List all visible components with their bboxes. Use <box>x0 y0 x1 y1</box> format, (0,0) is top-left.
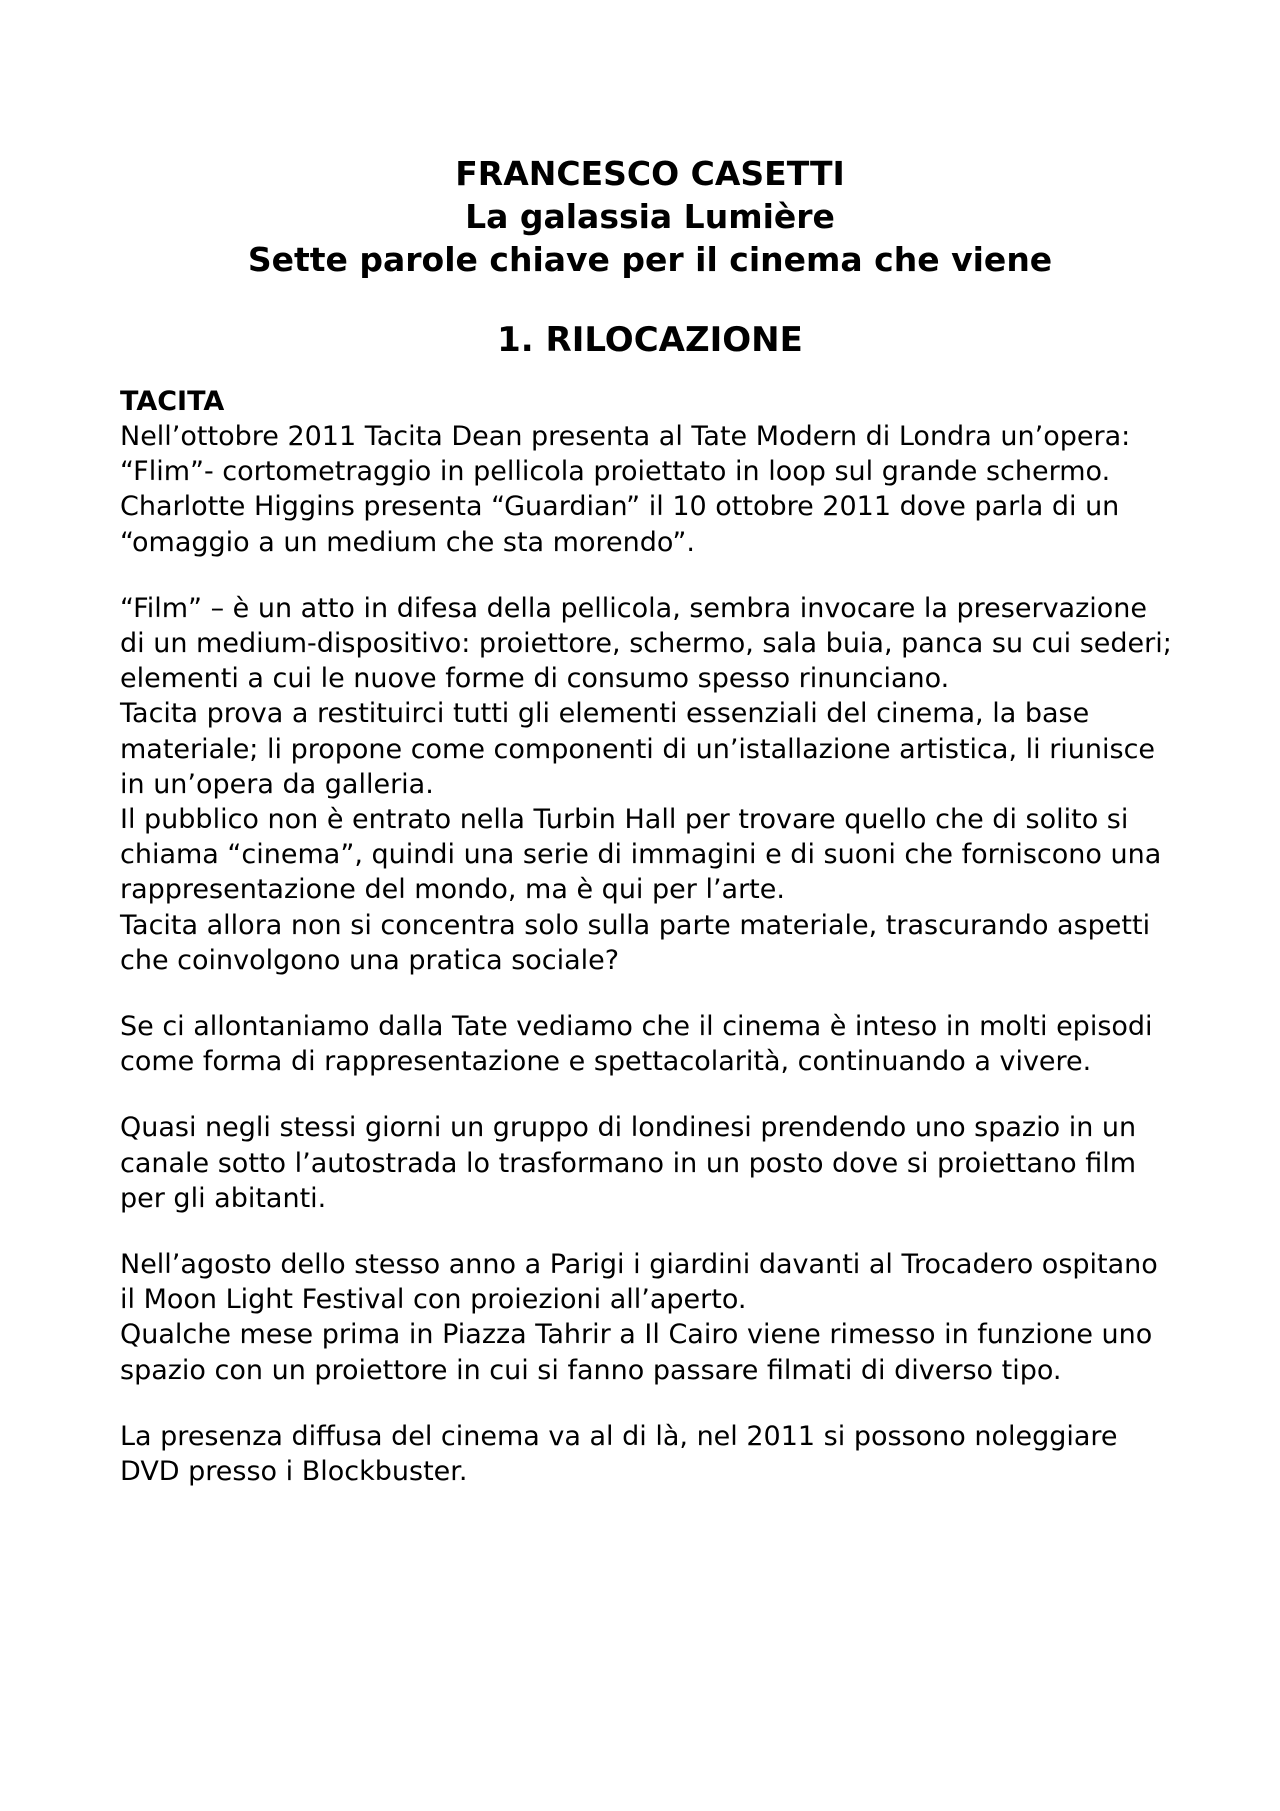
paragraph <box>120 1247 1180 1388</box>
paragraph-line: Tacita prova a restituirci tutti gli elementi essenziali del cinema, la base materiale; li propone come componenti di un’istallazione artistica, li riunisce in un’opera da galleria. <box>120 698 1156 800</box>
paragraph <box>120 591 1180 978</box>
paragraph-line: Se ci allontaniamo dalla Tate vediamo che il cinema è inteso in molti episodi come forma di rappresentazione e spettacolarità, continuando a vivere. <box>120 1011 1153 1078</box>
paragraph-line: Charlotte Higgins presenta “Guardian” il 10 ottobre 2011 dove parla di un “omaggio a un medium che sta morendo”. <box>120 491 1120 558</box>
section-body <box>120 384 1180 1489</box>
paragraph-line: Qualche mese prima in Piazza Tahrir a Il Cairo viene rimesso in funzione uno spazio con un proiettore in cui si fanno passare filmati di diverso tipo. <box>120 1319 1153 1386</box>
paragraph-line: La presenza diffusa del cinema va al di là, nel 2011 si possono noleggiare DVD presso i Blockbuster. <box>120 1420 1118 1488</box>
paragraph <box>120 1110 1180 1216</box>
paragraph-line: Il pubblico non è entrato nella Turbin Hall per trovare quello che di solito si chiama “cinema”, quindi una serie di immagini e di suoni che forniscono una rappresentazione del mondo, ma è qui per l’arte. <box>120 804 1162 906</box>
book-title: La galassia Lumière <box>465 197 835 236</box>
section-title: TACITA <box>120 386 225 417</box>
book-subtitle: Sette parole chiave per il cinema che viene <box>247 240 1053 279</box>
author-name: FRANCESCO CASETTI <box>455 154 845 193</box>
paragraph-line: Nell’ottobre 2011 Tacita Dean presenta al Tate Modern di Londra un’opera: “Flim”- cortometraggio in pellicola proiettato in loop sul grande schermo. <box>120 421 1131 488</box>
paragraph-line: Quasi negli stessi giorni un gruppo di londinesi prendendo uno spazio in un canale sotto l’autostrada lo trasformano in un posto dove si proiettano film per gli abitanti. <box>120 1112 1137 1214</box>
paragraph-line: “Film” – è un atto in difesa della pellicola, sembra invocare la preservazione di un medium-dispositivo: proiettore, schermo, sala buia, panca su cui sederi; elementi a cui le nuove forme di consumo spesso rinunciano. <box>120 592 1172 695</box>
paragraph <box>120 1009 1180 1079</box>
document-header <box>120 152 1180 281</box>
document-page <box>120 152 1180 1520</box>
paragraph <box>120 1419 1180 1489</box>
paragraph-line: Tacita allora non si concentra solo sulla parte materiale, trascurando aspetti che coinvolgono una pratica sociale? <box>120 909 1151 976</box>
paragraph <box>120 419 1180 560</box>
paragraph-line: Nell’agosto dello stesso anno a Parigi i giardini davanti al Trocadero ospitano il Moon Light Festival con proiezioni all’aperto. <box>120 1249 1158 1316</box>
chapter-heading: 1. RILOCAZIONE <box>497 320 803 360</box>
